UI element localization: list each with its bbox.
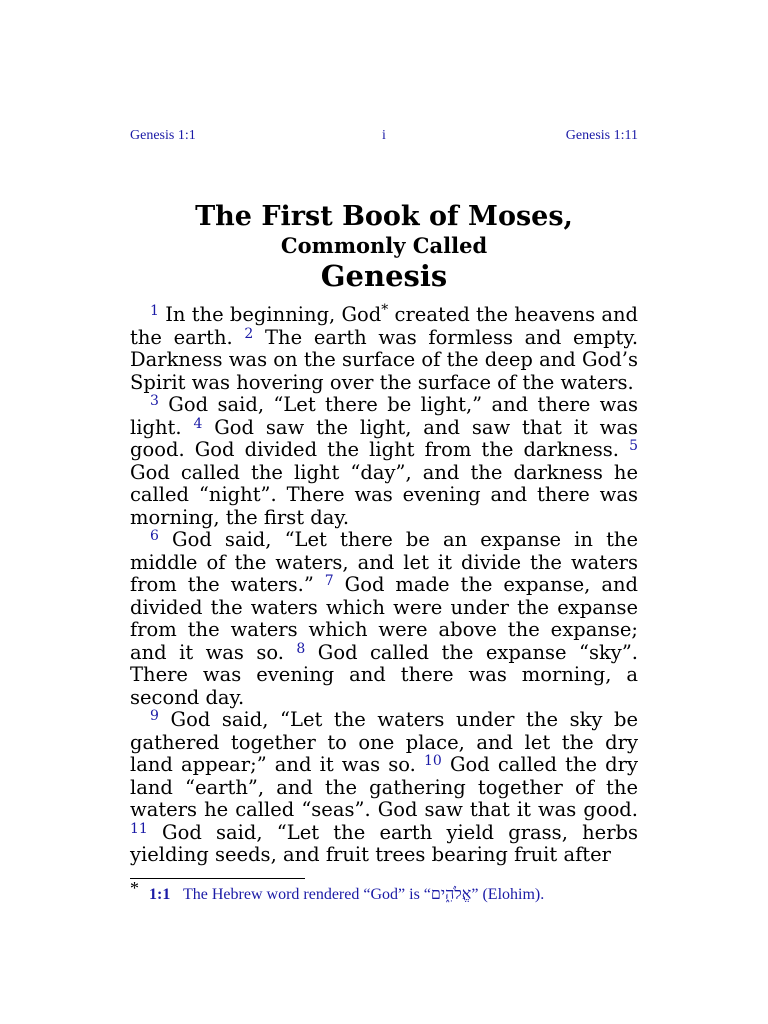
title-line-2: Commonly Called xyxy=(280,233,488,258)
footnote-star: * xyxy=(130,878,139,898)
title-line-1: The First Book of Moses, xyxy=(195,201,573,232)
verse-number[interactable]: 11 xyxy=(130,820,148,837)
verse-number[interactable]: 1 xyxy=(150,303,159,319)
verse-number[interactable]: 3 xyxy=(150,393,159,409)
verse-text: God saw the light, and saw that it was good. God divided the light from the darkness. xyxy=(130,415,639,461)
book-title xyxy=(130,200,638,294)
paragraph xyxy=(130,394,638,529)
page-number[interactable]: i xyxy=(382,128,386,143)
verse-number[interactable]: 8 xyxy=(296,640,306,657)
verse-text: God called the dry land “earth”, and the gathering together of the waters he called “seas”. God saw that it was good. xyxy=(130,753,638,821)
footnote-divider xyxy=(130,878,305,879)
header-left-reference[interactable]: Genesis 1:1 xyxy=(130,128,196,143)
chapter-text xyxy=(130,304,638,867)
verse-text: God said, “Let there be light,” and there was light. xyxy=(130,393,639,439)
verse-text: God said, “Let the waters under the sky be gathered together to one place, and let the dry land appear;” and it was so. xyxy=(130,708,639,776)
verse-number[interactable]: 9 xyxy=(150,708,159,724)
footnote-text: The Hebrew word rendered “God” is “אֱלֹהִ֑ים” (Elohim). xyxy=(183,886,545,903)
verse-text: In the beginning, God xyxy=(165,303,382,326)
title-line-3: Genesis xyxy=(320,259,448,293)
verse-text: God said, “Let there be an expanse in the middle of the waters, and let it divide the waters from the waters.” xyxy=(130,528,638,596)
verse-text: God said, “Let the earth yield grass, herbs yielding seeds, and fruit trees bearing fruit after xyxy=(130,820,639,866)
verse-text: God made the expanse, and divided the waters which were under the expanse from the waters which were above the expanse; and it was so. xyxy=(130,573,638,664)
verse-number[interactable]: 10 xyxy=(424,753,442,769)
footnote-reference[interactable]: 1:1 xyxy=(149,886,171,903)
verse-number[interactable]: 5 xyxy=(629,438,638,454)
header-right-reference[interactable]: Genesis 1:11 xyxy=(565,128,638,143)
verse-number[interactable]: 4 xyxy=(193,415,203,432)
verse-text: God called the light “day”, and the darkness he called “night”. There was evening and there was morning, the first day. xyxy=(130,460,638,529)
verse-number[interactable]: 7 xyxy=(324,573,334,589)
footnote-marker[interactable]: * xyxy=(381,302,389,318)
paragraph xyxy=(130,709,638,867)
paragraph xyxy=(130,529,638,709)
paragraph xyxy=(130,304,638,394)
verse-text: God called the expanse “sky”. There was evening and there was morning, a second day. xyxy=(130,640,638,709)
verse-text: The earth was formless and empty. Darkness was on the surface of the deep and God’s Spirit was hovering over the surface of the waters. xyxy=(130,325,639,394)
verse-text: created the heavens and the earth. xyxy=(130,303,639,349)
verse-number[interactable]: 2 xyxy=(244,325,254,342)
verse-number[interactable]: 6 xyxy=(150,528,159,544)
